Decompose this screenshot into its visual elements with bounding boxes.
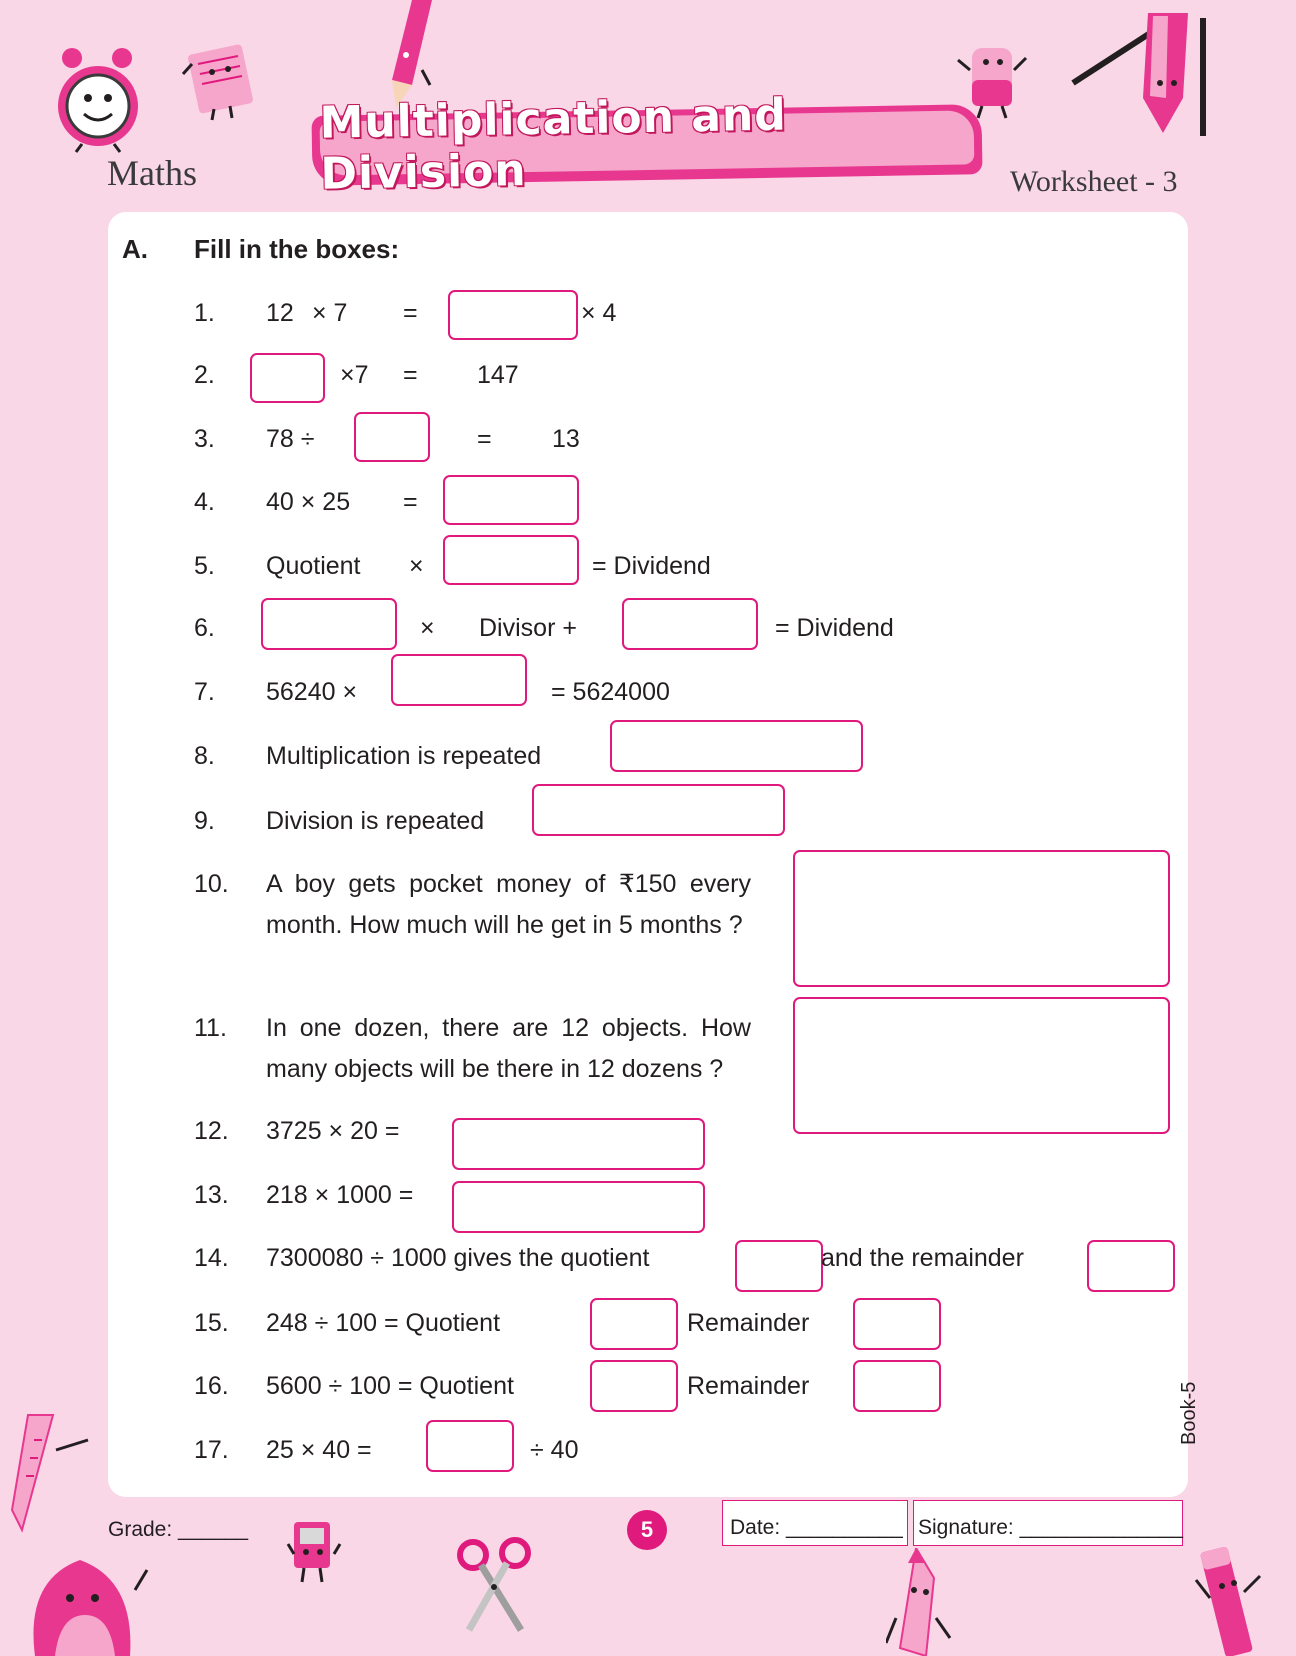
question-text: Remainder bbox=[687, 1309, 810, 1337]
question-number: 11. bbox=[194, 1014, 227, 1042]
pencil-character-icon bbox=[1190, 1540, 1265, 1656]
question-number: 2. bbox=[194, 361, 215, 389]
question-text: Divisor + bbox=[479, 614, 577, 642]
signature-field: Signature: ______________ bbox=[918, 1516, 1184, 1539]
question-text: and the remainder bbox=[821, 1244, 1024, 1272]
page-number-badge: 5 bbox=[627, 1510, 667, 1550]
title-banner bbox=[311, 89, 982, 200]
question-text: × 7 bbox=[312, 299, 348, 327]
question-number: 5. bbox=[194, 552, 215, 580]
answer-box[interactable] bbox=[443, 535, 579, 585]
sharpener-character-icon bbox=[284, 1518, 344, 1588]
equals-sign: = bbox=[403, 488, 418, 516]
question-text: 3725 × 20 = bbox=[266, 1117, 400, 1145]
answer-box[interactable] bbox=[590, 1360, 678, 1412]
date-box[interactable] bbox=[722, 1500, 908, 1546]
section-heading: Fill in the boxes: bbox=[194, 234, 400, 264]
answer-box[interactable] bbox=[426, 1420, 514, 1472]
question-text: 25 × 40 = bbox=[266, 1436, 372, 1464]
question-number: 14. bbox=[194, 1244, 229, 1272]
signature-box[interactable] bbox=[913, 1500, 1183, 1546]
question-number: 15. bbox=[194, 1309, 229, 1337]
question-text: 218 × 1000 = bbox=[266, 1181, 414, 1209]
notepad-character-icon bbox=[178, 44, 263, 124]
question-text: 40 × 25 bbox=[266, 488, 351, 516]
question-number: 16. bbox=[194, 1372, 229, 1400]
answer-box[interactable] bbox=[391, 654, 527, 706]
question-number: 4. bbox=[194, 488, 215, 516]
question-text: 5600 ÷ 100 = Quotient bbox=[266, 1372, 514, 1400]
question-text: In one dozen, there are 12 objects. How many objects will be there in 12 dozens ? bbox=[266, 1014, 751, 1083]
question-number: 3. bbox=[194, 425, 215, 453]
question-number: 8. bbox=[194, 742, 215, 770]
question-text: Remainder bbox=[687, 1372, 810, 1400]
question-number: 7. bbox=[194, 678, 215, 706]
answer-box[interactable] bbox=[1087, 1240, 1175, 1292]
alarm-clock-icon bbox=[52, 44, 147, 154]
question-text: ÷ 40 bbox=[530, 1436, 579, 1464]
section-letter: A. bbox=[122, 234, 148, 264]
answer-box[interactable] bbox=[793, 997, 1170, 1134]
question-number: 1. bbox=[194, 299, 215, 327]
scissors-icon bbox=[455, 1535, 535, 1635]
backpack-character-icon bbox=[15, 1520, 150, 1656]
question-text: 78 ÷ bbox=[266, 425, 315, 453]
pen-character-icon bbox=[1068, 8, 1218, 138]
answer-box[interactable] bbox=[354, 412, 430, 462]
answer-box[interactable] bbox=[448, 290, 578, 340]
page-title: Multiplication and Division bbox=[319, 89, 788, 200]
question-text: × 4 bbox=[581, 299, 617, 327]
answer-box[interactable] bbox=[622, 598, 758, 650]
question-text: = Dividend bbox=[592, 552, 711, 580]
book-label: Book-5 bbox=[1178, 1381, 1200, 1445]
answer-box[interactable] bbox=[853, 1360, 941, 1412]
question-number: 12. bbox=[194, 1117, 229, 1145]
question-number: 9. bbox=[194, 807, 215, 835]
times-sign: × bbox=[409, 552, 424, 580]
answer-box[interactable] bbox=[250, 353, 325, 403]
question-text: Division is repeated bbox=[266, 807, 485, 835]
question-text: 56240 × bbox=[266, 678, 358, 706]
question-text: 7300080 ÷ 1000 gives the quotient bbox=[266, 1244, 650, 1272]
answer-box[interactable] bbox=[853, 1298, 941, 1350]
times-sign: × bbox=[420, 614, 435, 642]
question-number: 10. bbox=[194, 870, 229, 898]
answer-box[interactable] bbox=[735, 1240, 823, 1292]
answer-box[interactable] bbox=[443, 475, 579, 525]
question-number: 17. bbox=[194, 1436, 229, 1464]
answer-box[interactable] bbox=[590, 1298, 678, 1350]
ruler-character-icon bbox=[8, 1410, 93, 1535]
question-text: = Dividend bbox=[775, 614, 894, 642]
question-text: Quotient bbox=[266, 552, 361, 580]
question-text: Multiplication is repeated bbox=[266, 742, 542, 770]
answer-box[interactable] bbox=[532, 784, 785, 836]
worksheet-label: Worksheet - 3 bbox=[1010, 165, 1178, 198]
grade-field[interactable]: Grade: ______ bbox=[108, 1518, 249, 1541]
date-field: Date: __________ bbox=[730, 1516, 903, 1539]
question-text: A boy gets pocket money of ₹150 every month. How much will he get in 5 months ? bbox=[266, 870, 751, 939]
title-banner-inner bbox=[319, 89, 975, 200]
question-result: 147 bbox=[477, 361, 519, 389]
equals-sign: = bbox=[477, 425, 492, 453]
answer-box[interactable] bbox=[452, 1181, 705, 1233]
question-number: 6. bbox=[194, 614, 215, 642]
question-text: ×7 bbox=[340, 361, 369, 389]
subject-label: Maths bbox=[107, 153, 197, 193]
answer-box[interactable] bbox=[452, 1118, 705, 1170]
answer-box[interactable] bbox=[610, 720, 863, 772]
question-text: 248 ÷ 100 = Quotient bbox=[266, 1309, 501, 1337]
question-text: 12 bbox=[266, 299, 294, 327]
question-result: 13 bbox=[552, 425, 580, 453]
answer-box[interactable] bbox=[793, 850, 1170, 987]
crayon-character-icon bbox=[886, 1548, 956, 1656]
question-text: = 5624000 bbox=[551, 678, 670, 706]
question-number: 13. bbox=[194, 1181, 229, 1209]
equals-sign: = bbox=[403, 361, 418, 389]
equals-sign: = bbox=[403, 299, 418, 327]
answer-box[interactable] bbox=[261, 598, 397, 650]
